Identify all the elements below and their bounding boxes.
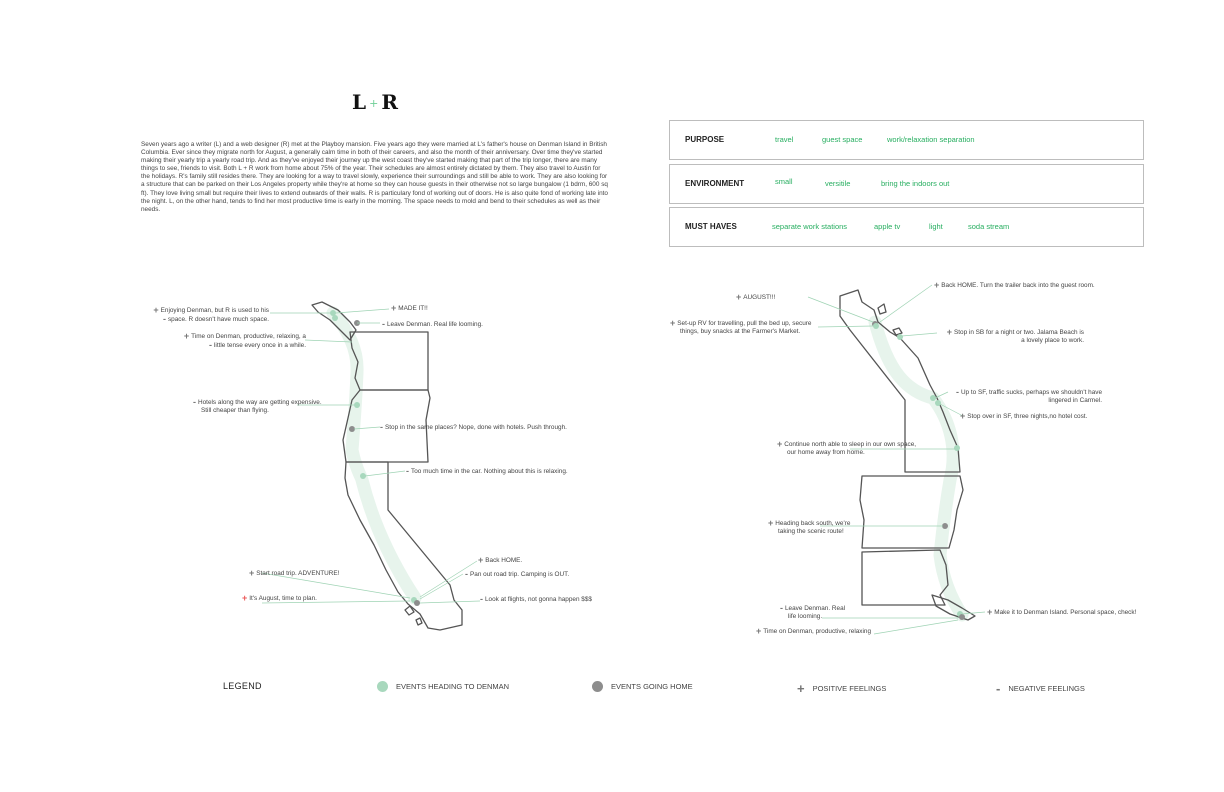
annotation-text: Time on Denman, productive, relaxing — [763, 628, 872, 635]
annotation-august — [736, 293, 775, 302]
annotation-text: Back HOME. — [485, 557, 523, 564]
annotation-text: our home away from home. — [787, 449, 865, 456]
annotation-made-it — [391, 304, 428, 313]
legend-going-home — [592, 681, 693, 692]
legend-positive-feelings — [797, 681, 886, 696]
positive-sign-icon: + — [768, 518, 774, 528]
positive-sign-icon: + — [249, 568, 255, 578]
positive-sign-icon: + — [946, 327, 952, 337]
annotation-text: space. R doesn't have much space. — [167, 316, 269, 323]
annotation-continue-north — [777, 440, 916, 457]
must-haves-item: soda stream — [968, 222, 1010, 231]
purpose-item: work/relaxation separation — [887, 135, 975, 144]
positive-sign-icon: + — [736, 292, 742, 302]
annotation-set-up-rv — [670, 319, 811, 336]
annotation-look-at-flights — [480, 595, 592, 604]
annotation-text: a lovely place to work. — [1021, 337, 1084, 344]
annotation-text: things, buy snacks at the Farmer's Market. — [680, 328, 801, 335]
legend-label: EVENTS GOING HOME — [611, 682, 693, 691]
right-route-band — [875, 322, 962, 615]
must-haves-item: light — [929, 222, 943, 231]
negative-sign-icon: - — [208, 340, 212, 350]
annotation-text: Make it to Denman Island. Personal space, check! — [994, 609, 1137, 616]
annotation-text: Back HOME. Turn the trailer back into the guest room. — [941, 282, 1095, 289]
annotation-back-home-left — [478, 556, 522, 565]
minus-icon: - — [996, 681, 1001, 696]
annotation-stop-in-sb — [947, 328, 1084, 345]
annotation-leave-denman-right — [780, 604, 845, 621]
left-map — [262, 302, 480, 630]
positive-sign-icon: + — [987, 607, 993, 617]
annotation-text: Stop in SB for a night or two. Jalama Beach is — [953, 329, 1084, 336]
right-dot-continue-north — [954, 445, 960, 451]
negative-sign-icon: - — [380, 422, 383, 432]
annotation-its-august — [242, 594, 317, 603]
negative-sign-icon: - — [465, 569, 468, 579]
annotation-text: Enjoying Denman, but R is used to his — [160, 307, 269, 314]
annotation-text: little tense every once in a while. — [213, 342, 306, 349]
annotation-text: Leave Denman. Real — [785, 605, 846, 612]
annotation-start-road-trip — [249, 569, 339, 578]
annotation-stop-same — [380, 423, 567, 432]
annotation-make-it-denman — [987, 608, 1136, 617]
annotation-text: Hotels along the way are getting expensive. — [198, 399, 322, 406]
annotation-text: Start road trip. ADVENTURE! — [256, 570, 340, 577]
right-dot-setup-rv — [873, 323, 879, 329]
annotation-pan-out — [465, 570, 569, 579]
left-dot-time-denman — [332, 315, 338, 321]
negative-sign-icon: - — [382, 319, 385, 329]
intro-paragraph: Seven years ago a writer (L) and a web designer (R) met at the Playboy mansion. Five years ago they were married at L's father's house on Denman Island in British Columbia. Ever since they migrate north for August, a generally calm time in both of their careers, and also the month of their anniversary. Over time they've started making their yearly trip a yearly road trip. And as they've enjoyed their journey up the west coast they've started making that part of the trip longer, there are many things to see, friends to visit. Both L + R work from home about 75% of the year. Their schedules are almost entirely dictated by them. They also travel to Austin for the holidays. R's family still resides there. They are looking for a way to travel slowly, experience their surroundings and still be able to work. They are also looking for a structure that can be parked on their Los Angeles property while they're at home so they can house guests in their otherwise not so large bungalow (1 bdrm, 600 sq ft). They love living small but require their lives to extend outwards of their walls. R is particulary fond of working out of doors. He is also quite fond of working late into the night. L, on the other hand, tends to find her most productive time is early in the morning. The space needs to mold and bend to their schedules as well as their needs. — [141, 141, 608, 213]
right-dot-stop-over-sf — [935, 400, 941, 406]
annotation-text: Look at flights, not gonna happen $$$ — [485, 596, 592, 603]
environment-item: small — [775, 177, 793, 186]
negative-sign-icon: - — [406, 466, 409, 476]
positive-sign-icon: + — [934, 280, 940, 290]
positive-sign-icon: + — [153, 305, 159, 315]
legend-label: EVENTS HEADING TO DENMAN — [396, 682, 510, 691]
annotation-text: Stop in the same places? Nope, done with hotels. Push through. — [385, 424, 567, 431]
annotation-too-much-time — [406, 467, 568, 476]
environment-item: bring the indoors out — [881, 179, 950, 188]
negative-sign-icon: - — [162, 314, 166, 324]
legend-heading-to-denman — [377, 681, 509, 692]
positive-sign-icon: + — [756, 626, 762, 636]
negative-sign-icon: - — [193, 397, 196, 407]
annotation-up-to-sf — [956, 388, 1102, 405]
green-dot-icon — [377, 681, 388, 692]
annotation-text: Still cheaper than flying. — [201, 407, 269, 414]
annotation-text: Heading back south, we're — [775, 520, 851, 527]
annotation-heading-back — [768, 519, 850, 536]
positive-sign-icon: + — [183, 331, 190, 341]
must-haves-item: apple tv — [874, 222, 901, 231]
annotation-hotels — [193, 398, 322, 415]
annotation-stop-over-sf — [960, 412, 1087, 421]
must-haves-label: MUST HAVES — [685, 222, 737, 231]
start-plus-icon: + — [242, 593, 248, 603]
positive-sign-icon: + — [960, 411, 966, 421]
annotation-time-on-denman-right — [756, 627, 871, 636]
left-dot-hotels — [354, 402, 360, 408]
purpose-label: PURPOSE — [685, 135, 725, 144]
gray-dot-icon — [592, 681, 603, 692]
title-letter-r: R — [381, 90, 398, 114]
negative-sign-icon: - — [780, 603, 783, 613]
legend-label: NEGATIVE FEELINGS — [1008, 684, 1085, 693]
annotation-text: It's August, time to plan. — [249, 595, 317, 602]
annotation-text: Stop over in SF, three nights,no hotel cost. — [967, 413, 1088, 420]
legend-label: POSITIVE FEELINGS — [812, 684, 887, 693]
annotation-text: Up to SF, traffic sucks, perhaps we shouldn't have — [960, 389, 1102, 396]
environment-label: ENVIRONMENT — [685, 179, 745, 188]
must-haves-item: separate work stations — [772, 222, 848, 231]
annotation-text: Leave Denman. Real life looming. — [387, 321, 483, 328]
legend-title: LEGEND — [223, 681, 262, 691]
plus-icon: + — [797, 681, 805, 696]
positive-sign-icon: + — [777, 439, 783, 449]
legend-negative-feelings — [996, 681, 1085, 696]
annotation-text: Set-up RV for travelling, pull the bed up, secure — [677, 320, 812, 327]
positive-sign-icon: + — [478, 555, 484, 565]
annotation-back-home-right — [934, 281, 1095, 290]
title-plus: + — [369, 97, 379, 110]
annotation-text: AUGUST!!! — [743, 294, 776, 301]
title-letter-l: L — [352, 90, 367, 114]
annotation-text: Too much time in the car. Nothing about this is relaxing. — [411, 468, 568, 475]
right-dot-leave-denman — [959, 614, 965, 620]
annotation-text: life looming. — [788, 613, 823, 620]
annotation-text: lingered in Carmel. — [1048, 397, 1102, 404]
annotation-text: MADE IT!! — [398, 305, 428, 312]
left-leader-lines — [262, 309, 480, 603]
right-dot-stop-sb — [897, 334, 903, 340]
negative-sign-icon: - — [480, 594, 483, 604]
purpose-item: guest space — [822, 135, 863, 144]
annotation-text: Time on Denman, productive, relaxing, a — [191, 333, 306, 340]
annotation-text: Pan out road trip. Camping is OUT. — [470, 571, 570, 578]
annotation-enjoying-denman — [153, 306, 269, 324]
annotation-text: Continue north able to sleep in our own space, — [784, 441, 917, 448]
annotation-text: taking the scenic route! — [778, 528, 844, 535]
positive-sign-icon: + — [391, 303, 397, 313]
left-dot-home — [414, 600, 420, 606]
annotation-leave-denman-left — [382, 320, 483, 329]
negative-sign-icon: - — [955, 387, 959, 397]
annotation-time-on-denman-left — [184, 332, 306, 350]
environment-item: versitile — [825, 179, 851, 188]
purpose-item: travel — [775, 135, 794, 144]
positive-sign-icon: + — [670, 318, 676, 328]
